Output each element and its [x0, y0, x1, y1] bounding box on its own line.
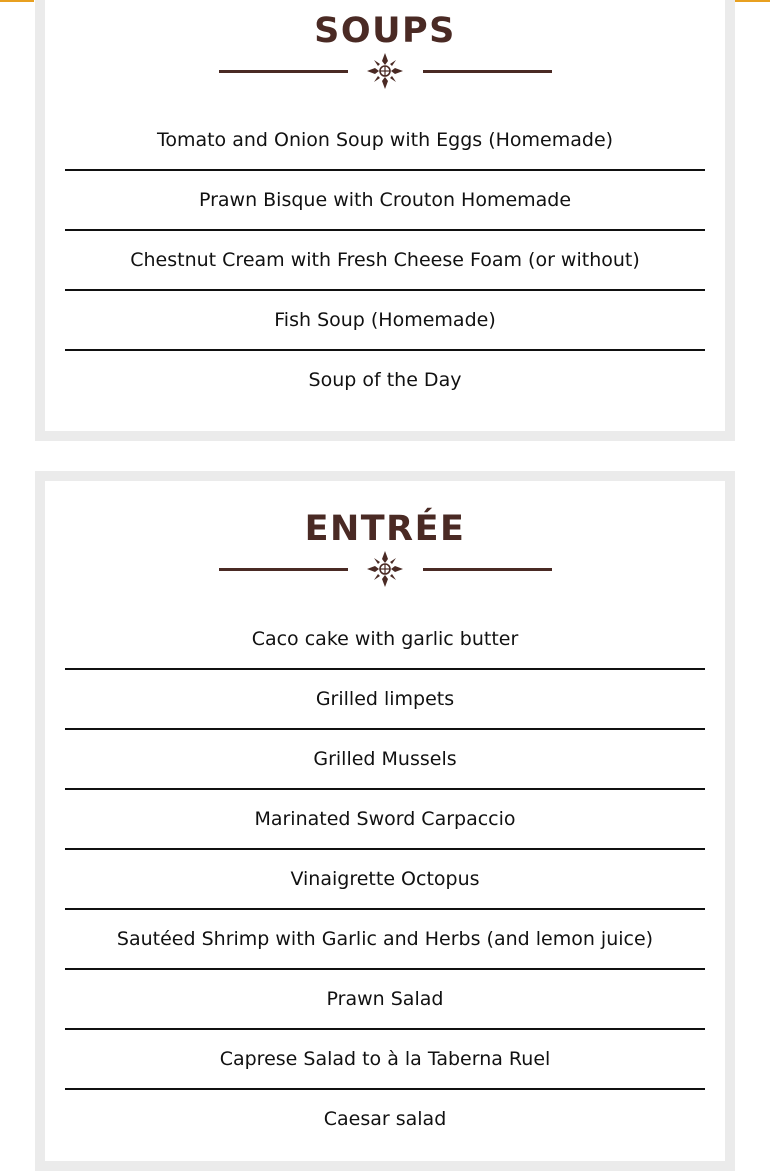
menu-item: Grilled limpets	[65, 670, 705, 730]
divider-rule-left	[219, 70, 348, 73]
divider-rule-right	[423, 70, 552, 73]
soups-divider	[219, 51, 552, 91]
menu-item: Caesar salad	[323, 1108, 447, 1130]
entree-menu-list	[65, 610, 705, 1148]
soups-menu-list	[65, 111, 705, 409]
fleur-ornament-icon	[366, 52, 404, 90]
menu-item: Caco cake with garlic butter	[65, 610, 705, 670]
fleur-ornament-icon	[366, 550, 404, 588]
accent-line-left	[0, 0, 34, 2]
divider-rule-right	[423, 568, 552, 571]
accent-line-right	[734, 0, 770, 2]
soups-title: SOUPS	[314, 11, 456, 51]
menu-item: Vinaigrette Octopus	[65, 850, 705, 910]
entree-title: ENTRÉE	[304, 509, 466, 549]
menu-item: Marinated Sword Carpaccio	[65, 790, 705, 850]
menu-item: Tomato and Onion Soup with Eggs (Homemade)	[65, 111, 705, 171]
entree-divider	[219, 549, 552, 589]
soups-card-inner	[45, 0, 725, 431]
menu-item: Soup of the Day	[308, 369, 462, 391]
entree-card-inner	[45, 481, 725, 1161]
menu-item: Grilled Mussels	[65, 730, 705, 790]
menu-item: Caprese Salad to à la Taberna Ruel	[65, 1030, 705, 1090]
entree-card	[35, 471, 735, 1171]
menu-item: Prawn Salad	[65, 970, 705, 1030]
menu-item: Fish Soup (Homemade)	[65, 291, 705, 351]
menu-item: Chestnut Cream with Fresh Cheese Foam (or without)	[65, 231, 705, 291]
menu-item: Sautéed Shrimp with Garlic and Herbs (and lemon juice)	[65, 910, 705, 970]
soups-card	[35, 0, 735, 441]
menu-item: Prawn Bisque with Crouton Homemade	[65, 171, 705, 231]
divider-rule-left	[219, 568, 348, 571]
